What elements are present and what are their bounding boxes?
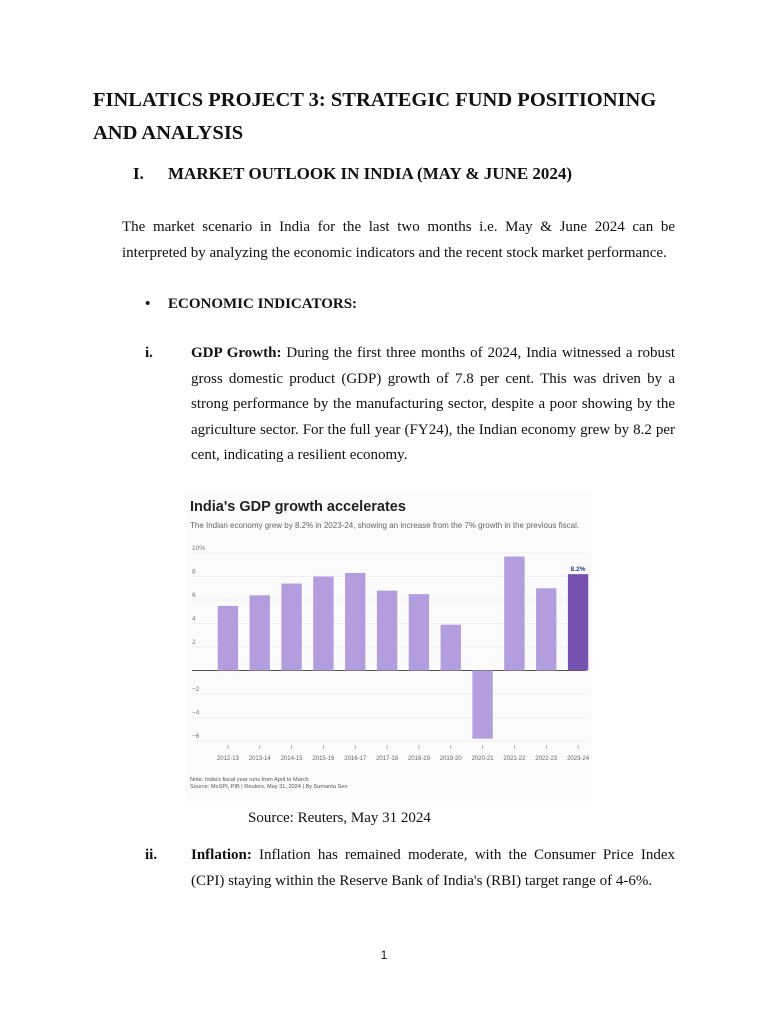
- section-title: MARKET OUTLOOK IN INDIA (MAY & JUNE 2024): [168, 164, 573, 183]
- bar: [536, 588, 556, 670]
- chart-note-source: Source: MoSPI, PIB | Reuters, May 31, 2024 | By Sumanta Sen: [190, 784, 348, 790]
- chart-note-fiscal: Note: India's fiscal year runs from April to March: [190, 777, 309, 783]
- section-heading: [133, 163, 693, 185]
- y-tick-label: 8: [192, 568, 196, 576]
- list-item-number: i.: [145, 345, 153, 361]
- page-number: 1: [380, 948, 388, 962]
- bar: [472, 671, 492, 739]
- x-tick-label: 2022-23: [535, 756, 558, 762]
- bar: [281, 584, 301, 671]
- document-title: FINLATICS PROJECT 3: STRATEGIC FUND POSITIONING AND ANALYSIS: [93, 89, 657, 144]
- chart-title: India's GDP growth accelerates: [190, 499, 406, 515]
- list-item-body: [191, 843, 675, 894]
- list-item-inflation: [145, 843, 675, 894]
- y-tick-label: 4: [192, 615, 196, 623]
- bar: [409, 594, 429, 670]
- gdp-chart-figure: [186, 491, 592, 801]
- bar: [250, 595, 270, 670]
- x-tick-label: 2016-17: [344, 756, 367, 762]
- x-tick-label: 2015-16: [312, 756, 335, 762]
- bullet-icon: •: [145, 296, 151, 312]
- y-tick-label: −4: [192, 709, 200, 717]
- bullet-heading-text: ECONOMIC INDICATORS:: [168, 296, 358, 312]
- x-tick-label: 2020-21: [471, 756, 494, 762]
- figure-caption: Source: Reuters, May 31 2024: [248, 810, 431, 826]
- chart-note: [190, 777, 347, 791]
- gdp-bar-chart: [186, 491, 592, 801]
- list-item-number: ii.: [145, 847, 158, 863]
- x-tick-label: 2018-19: [407, 756, 430, 762]
- x-tick-label: 2021-22: [503, 756, 526, 762]
- bar: [313, 577, 333, 671]
- bar: [218, 606, 238, 671]
- list-item-lead: Inflation:: [191, 847, 252, 863]
- section-number: I.: [133, 164, 144, 183]
- y-tick-label: 10%: [192, 545, 206, 552]
- x-tick-label: 2019-20: [439, 756, 462, 762]
- x-tick-label: 2013-14: [248, 756, 271, 762]
- intro-paragraph: The market scenario in India for the last two months i.e. May & June 2024 can be interpreted by analyzing the economic indicators and the recent stock market performance.: [122, 219, 675, 261]
- x-tick-label: 2012-13: [216, 756, 239, 762]
- x-tick-label: 2014-15: [280, 756, 303, 762]
- list-item-body: [191, 341, 675, 469]
- data-label: 8.2%: [570, 566, 586, 574]
- bar: [345, 573, 365, 671]
- y-tick-label: 6: [192, 592, 196, 599]
- chart-subtitle: The Indian economy grew by 8.2% in 2023-24, showing an increase from the 7% growth in the previous fiscal.: [190, 521, 580, 530]
- y-tick-label: 2: [192, 639, 196, 646]
- x-tick-label: 2017-18: [376, 756, 399, 762]
- x-tick-label: 2023-24: [567, 756, 590, 762]
- bar: [377, 591, 397, 671]
- y-tick-label: −2: [192, 686, 200, 693]
- bullet-heading: [145, 293, 645, 315]
- bar: [441, 625, 461, 671]
- bar: [504, 557, 524, 671]
- bar: [568, 574, 588, 670]
- list-item-gdp: [145, 341, 675, 469]
- list-item-text: During the first three months of 2024, India witnessed a robust gross domestic product (GDP) growth of 7.8 per cent. This was driven by a strong performance by the manufacturing sector, despite a poor showing by the agriculture sector. For the full year (FY24), the Indian economy grew by 8.2 per cent, indicating a resilient economy.: [191, 345, 675, 463]
- y-tick-label: −6: [192, 733, 200, 740]
- list-item-text: Inflation has remained moderate, with the Consumer Price Index (CPI) staying within the Reserve Bank of India's (RBI) target range of 4-6%.: [191, 847, 675, 889]
- list-item-lead: GDP Growth:: [191, 345, 282, 361]
